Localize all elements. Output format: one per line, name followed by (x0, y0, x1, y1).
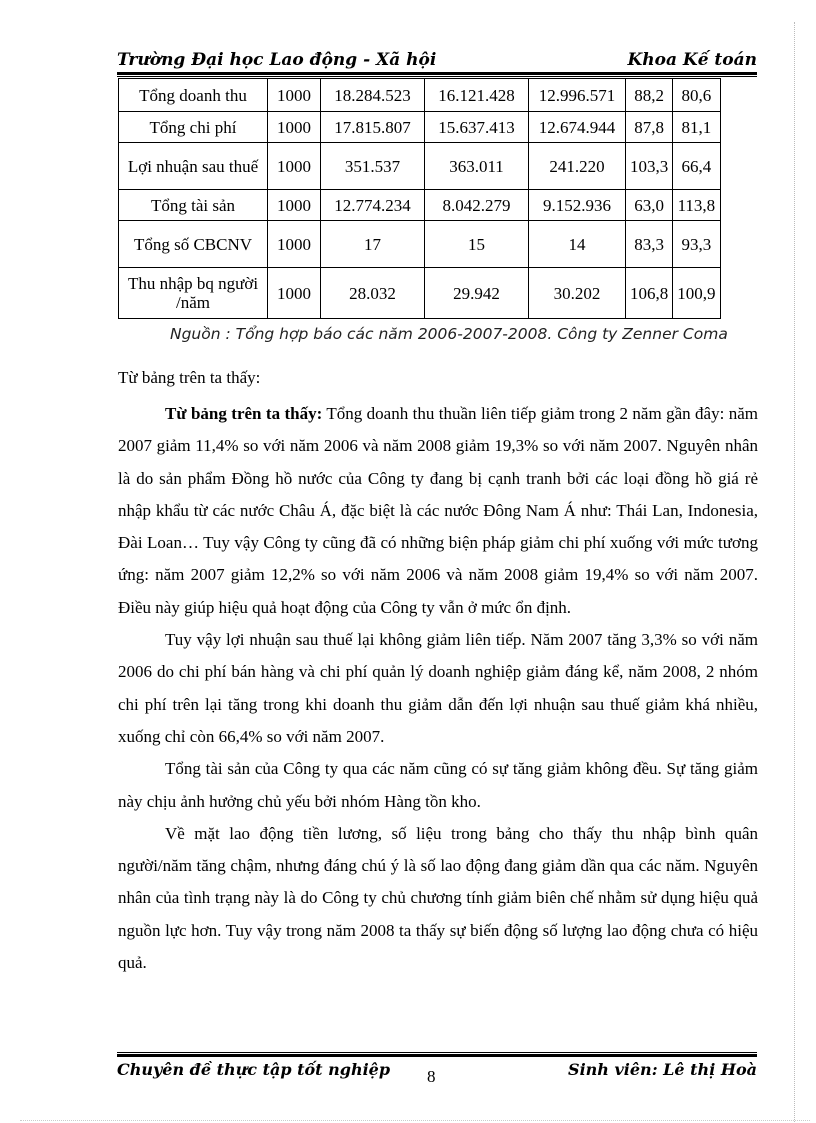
pct-07-06-cell: 103,3 (626, 143, 673, 190)
year-2007-cell: 8.042.279 (425, 190, 529, 221)
footer-rule (117, 1052, 757, 1057)
table-row (119, 190, 721, 221)
pct-07-06-cell: 87,8 (626, 112, 673, 143)
unit-cell: 1000 (268, 79, 321, 112)
row-label: Tổng tài sản (119, 190, 268, 221)
pct-07-06-cell: 106,8 (626, 268, 673, 319)
header-school: Trường Đại học Lao động - Xã hội (117, 50, 437, 70)
year-2008-cell: 241.220 (529, 143, 626, 190)
body-text (118, 398, 758, 979)
paragraph: Về mặt lao động tiền lương, số liệu trong bảng cho thấy thu nhập bình quân người/năm tăng chậm, nhưng đáng chú ý là số lao động đang giảm dần qua các năm. Nguyên nhân của tình trạng này là do Công ty chủ chương tính giảm biên chế nhằm sử dụng hiệu quả nguồn lực hơn. Tuy vậy trong năm 2008 ta thấy sự biến động số lượng lao động chưa có hiệu quả. (118, 823, 758, 973)
pct-08-07-cell: 80,6 (673, 79, 720, 112)
row-label: Tổng số CBCNV (119, 221, 268, 268)
pct-08-07-cell: 100,9 (673, 268, 720, 319)
table-source-caption: Nguồn : Tổng hợp báo các năm 2006-2007-2008. Công ty Zenner Coma (170, 325, 728, 343)
year-2008-cell: 14 (529, 221, 626, 268)
page-number: 8 (427, 1067, 436, 1086)
year-2007-cell: 15.637.413 (425, 112, 529, 143)
year-2008-cell: 9.152.936 (529, 190, 626, 221)
table-row (119, 79, 721, 112)
year-2006-cell: 351.537 (321, 143, 425, 190)
row-label: Thu nhập bq người /năm (119, 268, 268, 319)
year-2007-cell: 29.942 (425, 268, 529, 319)
year-2008-cell: 12.674.944 (529, 112, 626, 143)
header-department: Khoa Kế toán (627, 50, 757, 70)
unit-cell: 1000 (268, 143, 321, 190)
year-2006-cell: 17 (321, 221, 425, 268)
page-footer (117, 1060, 757, 1082)
table-row (119, 268, 721, 319)
pct-08-07-cell: 93,3 (673, 221, 720, 268)
pct-07-06-cell: 83,3 (626, 221, 673, 268)
year-2007-cell: 363.011 (425, 143, 529, 190)
table-row (119, 143, 721, 190)
paragraph (118, 398, 758, 624)
year-2008-cell: 30.202 (529, 268, 626, 319)
header-rule (117, 72, 757, 77)
year-2006-cell: 12.774.234 (321, 190, 425, 221)
footer-student: Sinh viên: Lê thị Hoà (568, 1060, 757, 1079)
year-2007-cell: 15 (425, 221, 529, 268)
pct-07-06-cell: 88,2 (626, 79, 673, 112)
year-2007-cell: 16.121.428 (425, 79, 529, 112)
unit-cell: 1000 (268, 268, 321, 319)
row-label: Lợi nhuận sau thuế (119, 143, 268, 190)
row-label: Tổng doanh thu (119, 79, 268, 112)
paragraph: Tuy vậy lợi nhuận sau thuế lại không giảm liên tiếp. Năm 2007 tăng 3,3% so với năm 2006 do chi phí bán hàng và chi phí quản lý doanh nghiệp giảm đáng kể, năm 2008, 2 nhóm chi phí trên lại tăng trong khi doanh thu giảm dẫn đến lợi nhuận sau thuế giảm khá nhiều, xuống chỉ còn 66,4% so với năm 2007. (118, 630, 758, 746)
pct-08-07-cell: 81,1 (673, 112, 720, 143)
unit-cell: 1000 (268, 221, 321, 268)
table-row (119, 112, 721, 143)
table-row (119, 221, 721, 268)
financial-table (118, 78, 721, 319)
year-2006-cell: 28.032 (321, 268, 425, 319)
intro-line: Từ bảng trên ta thấy: (118, 368, 261, 387)
year-2006-cell: 17.815.807 (321, 112, 425, 143)
footer-report-title: Chuyên đề thực tập tốt nghiệp (117, 1060, 391, 1079)
pct-08-07-cell: 113,8 (673, 190, 720, 221)
pct-08-07-cell: 66,4 (673, 143, 720, 190)
pct-07-06-cell: 63,0 (626, 190, 673, 221)
page-header (117, 50, 757, 72)
page-border-bottom (20, 1120, 810, 1121)
paragraph-lead: Từ bảng trên ta thấy: (165, 404, 323, 423)
unit-cell: 1000 (268, 112, 321, 143)
year-2008-cell: 12.996.571 (529, 79, 626, 112)
row-label: Tổng chi phí (119, 112, 268, 143)
paragraph-text: Tổng doanh thu thuần liên tiếp giảm trong 2 năm gần đây: năm 2007 giảm 11,4% so với năm 2006 và năm 2008 giảm 19,3% so với năm 2007. Nguyên nhân là do sản phẩm Đồng hồ nước của Công ty đang bị cạnh tranh bởi các loại đồng hồ giá rẻ nhập khẩu từ các nước Châu Á, đặc biệt là các nước Đông Nam Á như: Thái Lan, Indonesia, Đài Loan… Tuy vậy Công ty cũng đã có những biện pháp giảm chi phí xuống với mức tương ứng: năm 2007 giảm 12,2% so với năm 2006 và năm 2008 giảm 19,4% so với năm 2007. Điều này giúp hiệu quả hoạt động của Công ty vẫn ở mức ổn định. (118, 404, 758, 617)
paragraph: Tổng tài sản của Công ty qua các năm cũng có sự tăng giảm không đều. Sự tăng giảm này chịu ảnh hưởng chủ yếu bởi nhóm Hàng tồn kho. (118, 759, 758, 811)
unit-cell: 1000 (268, 190, 321, 221)
page-border-right (794, 22, 795, 1122)
year-2006-cell: 18.284.523 (321, 79, 425, 112)
